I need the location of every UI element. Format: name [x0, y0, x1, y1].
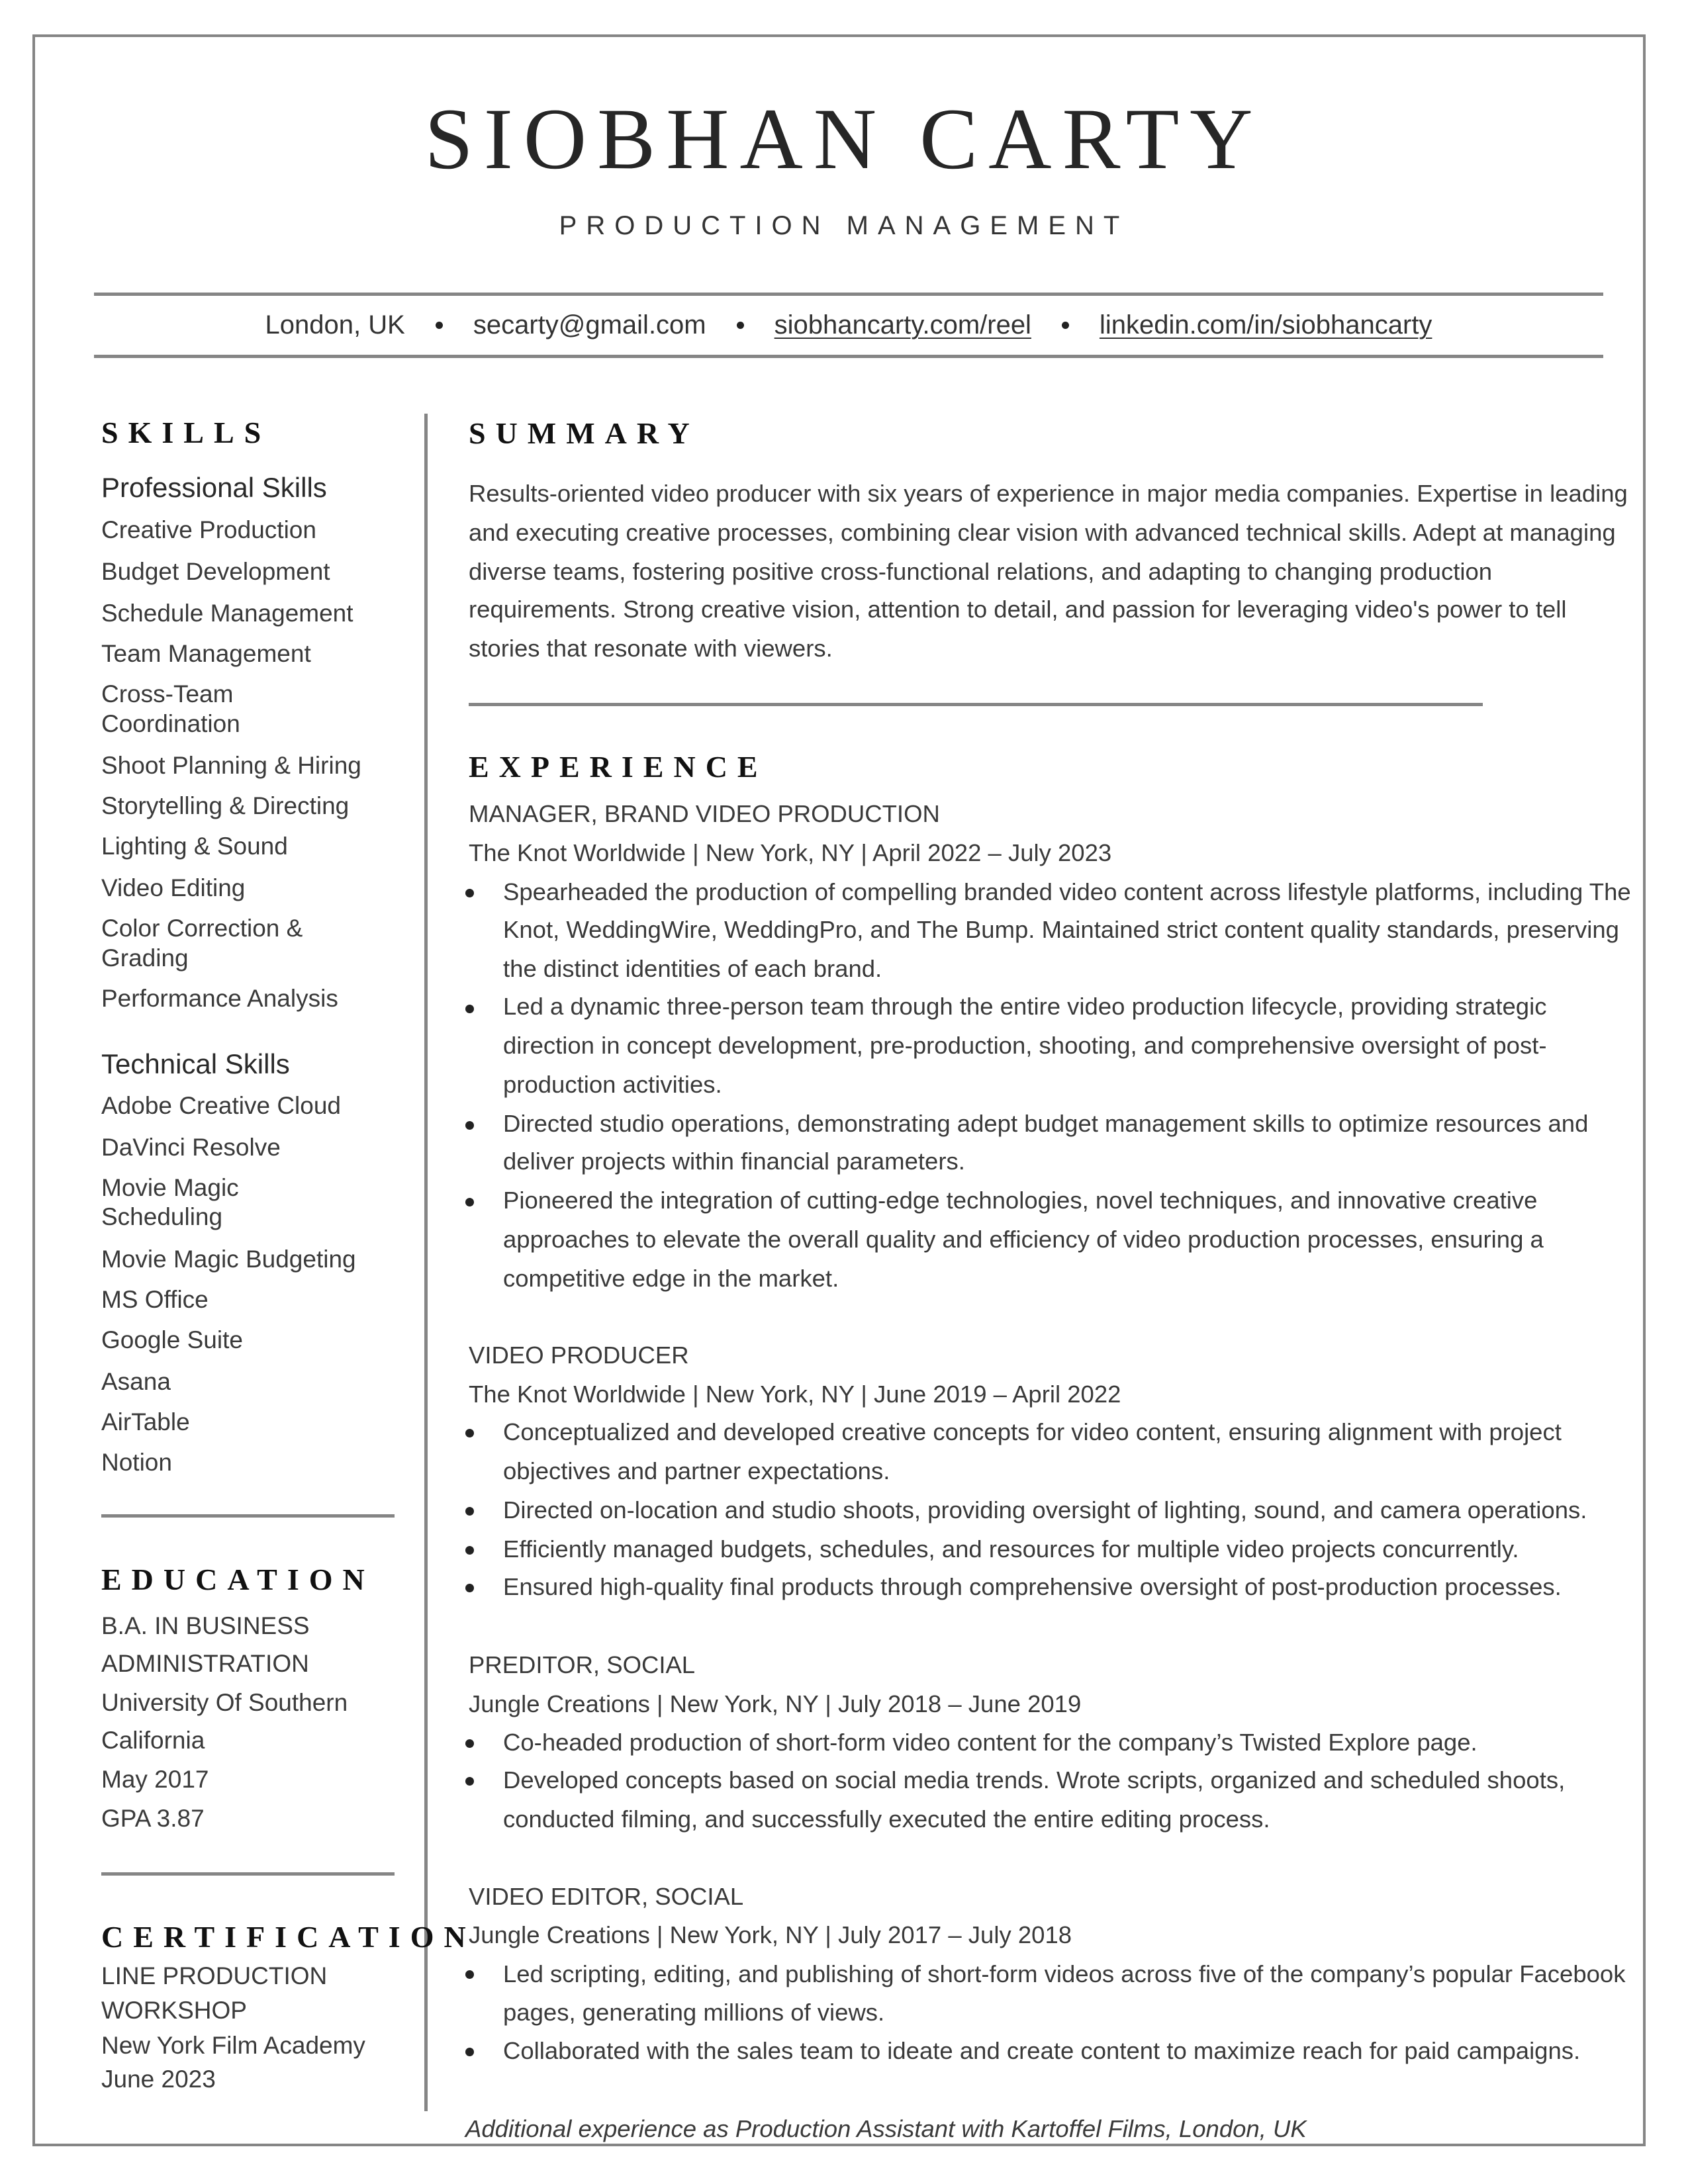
summary-line: requirements. Strong creative vision, attention to detail, and passion for leveraging video's power to tell: [469, 596, 1567, 623]
skills-heading: SKILLS: [101, 416, 271, 449]
skill-item: Team Management: [101, 640, 311, 667]
bullet-icon: [465, 1584, 474, 1592]
skill-item: Schedule Management: [101, 600, 353, 627]
job-meta: Jungle Creations | New York, NY | July 2017 – July 2018: [469, 1921, 1072, 1948]
skill-item: Video Editing: [101, 874, 246, 901]
certification-date: June 2023: [101, 2066, 216, 2093]
additional-experience-note: Additional experience as Production Assistant with Kartoffel Films, London, UK: [465, 2115, 1307, 2142]
job-bullet-line: Spearheaded the production of compelling branded video content across lifestyle platforms, including The: [503, 878, 1631, 905]
job-bullet-line: conducted filming, and successfully executed the entire editing process.: [503, 1805, 1270, 1833]
job-title: VIDEO PRODUCER: [469, 1342, 689, 1369]
skill-item: Movie Magic: [101, 1174, 239, 1201]
job-bullet-line: Efficiently managed budgets, schedules, and resources for multiple video projects concurrently.: [503, 1535, 1519, 1563]
job-title: MANAGER, BRAND VIDEO PRODUCTION: [469, 800, 940, 827]
contact-bar: [94, 306, 1603, 343]
job-bullet-line: approaches to elevate the overall quality and efficiency of video production processes, ensuring a: [503, 1226, 1544, 1253]
job-bullet-line: deliver projects within financial parameters.: [503, 1148, 965, 1175]
bullet-icon: [465, 1198, 474, 1206]
skill-item-continued: Coordination: [101, 710, 240, 737]
education-school: University Of Southern: [101, 1689, 348, 1716]
bullet-icon: [465, 2048, 474, 2056]
column-divider: [424, 414, 428, 2111]
skill-item: Color Correction &: [101, 915, 303, 942]
bullet-icon: [465, 1777, 474, 1786]
job-bullet-line: Directed on-location and studio shoots, providing oversight of lighting, sound, and camera operations.: [503, 1496, 1587, 1524]
contact-linkedin-link[interactable]: linkedin.com/in/siobhancarty: [1099, 310, 1432, 340]
candidate-title: PRODUCTION MANAGEMENT: [559, 211, 1129, 240]
contact-bottom-rule: [94, 355, 1603, 358]
job-bullet-line: Collaborated with the sales team to ideate and create content to maximize reach for paid campaigns.: [503, 2037, 1581, 2064]
contact-email[interactable]: secarty@gmail.com: [473, 310, 706, 340]
bullet-separator-icon: [1062, 322, 1069, 329]
education-gpa: GPA 3.87: [101, 1805, 205, 1832]
bullet-icon: [465, 1970, 474, 1979]
skill-item: MS Office: [101, 1286, 209, 1313]
certification-name: LINE PRODUCTION: [101, 1962, 328, 1989]
skill-item: Lighting & Sound: [101, 833, 288, 860]
job-bullet-line: Co-headed production of short-form video content for the company’s Twisted Explore page.: [503, 1729, 1477, 1756]
skill-item: Notion: [101, 1449, 172, 1476]
job-meta: The Knot Worldwide | New York, NY | June 2019 – April 2022: [469, 1381, 1121, 1408]
job-bullet-line: objectives and partner expectations.: [503, 1457, 890, 1484]
job-bullet-line: Pioneered the integration of cutting-edge technologies, novel techniques, and innovative creative: [503, 1187, 1538, 1214]
contact-top-rule: [94, 293, 1603, 296]
skill-item: AirTable: [101, 1408, 190, 1435]
bullet-icon: [465, 1546, 474, 1555]
skill-item: Asana: [101, 1368, 171, 1395]
certification-heading: CERTIFICATION: [101, 1920, 476, 1954]
contact-location: London, UK: [265, 310, 405, 340]
skill-item: Google Suite: [101, 1326, 243, 1353]
education-certification-divider: [101, 1872, 395, 1876]
technical-skills-heading: Technical Skills: [101, 1048, 290, 1079]
summary-line: stories that resonate with viewers.: [469, 635, 833, 662]
summary-line: Results-oriented video producer with six years of experience in major media companies. Expertise in leading: [469, 480, 1628, 507]
job-bullet-line: Led a dynamic three-person team through the entire video production lifecycle, providing strategic: [503, 993, 1547, 1020]
job-bullet-line: Led scripting, editing, and publishing of short-form videos across five of the company’s popular Facebook: [503, 1960, 1626, 1987]
bullet-separator-icon: [436, 322, 443, 329]
job-bullet-line: Ensured high-quality final products through comprehensive oversight of post-production processes.: [503, 1573, 1562, 1600]
contact-website-link[interactable]: siobhancarty.com/reel: [774, 310, 1031, 340]
bullet-icon: [465, 1507, 474, 1516]
job-bullet-line: direction in concept development, pre-production, shooting, and comprehensive oversight of post-: [503, 1032, 1547, 1059]
bullet-icon: [465, 889, 474, 897]
education-degree: B.A. IN BUSINESS: [101, 1612, 310, 1639]
professional-skills-heading: Professional Skills: [101, 472, 327, 503]
job-bullet-line: Directed studio operations, demonstrating adept budget management skills to optimize resources and: [503, 1110, 1589, 1137]
skill-item: Cross-Team: [101, 680, 234, 707]
summary-line: and executing creative processes, combining clear vision with advanced technical skills. Adept at managing: [469, 519, 1616, 546]
job-title: PREDITOR, SOCIAL: [469, 1651, 696, 1678]
summary-divider: [469, 703, 1483, 706]
skill-item: Creative Production: [101, 516, 316, 543]
job-meta: Jungle Creations | New York, NY | July 2018 – June 2019: [469, 1690, 1082, 1717]
bullet-icon: [465, 1429, 474, 1437]
summary-line: diverse teams, fostering positive cross-functional relations, and adapting to changing production: [469, 558, 1493, 585]
job-bullet-line: the distinct identities of each brand.: [503, 955, 882, 982]
education-degree-continued: ADMINISTRATION: [101, 1650, 309, 1677]
skills-education-divider: [101, 1514, 395, 1518]
certification-institution: New York Film Academy: [101, 2032, 365, 2059]
bullet-icon: [465, 1739, 474, 1748]
skill-item: Movie Magic Budgeting: [101, 1246, 356, 1273]
skill-item: Performance Analysis: [101, 985, 338, 1012]
experience-heading: EXPERIENCE: [469, 750, 768, 784]
job-meta: The Knot Worldwide | New York, NY | April 2022 – July 2023: [469, 839, 1112, 866]
job-bullet-line: Knot, WeddingWire, WeddingPro, and The Bump. Maintained strict content quality standards, preserving: [503, 916, 1619, 943]
job-title: VIDEO EDITOR, SOCIAL: [469, 1883, 744, 1910]
candidate-name: SIOBHAN CARTY: [424, 90, 1264, 187]
summary-heading: SUMMARY: [469, 416, 700, 450]
bullet-icon: [465, 1121, 474, 1130]
skill-item: Shoot Planning & Hiring: [101, 752, 361, 779]
education-school-continued: California: [101, 1727, 205, 1754]
job-bullet-line: Developed concepts based on social media trends. Wrote scripts, organized and scheduled shoots,: [503, 1766, 1566, 1794]
skill-item: Adobe Creative Cloud: [101, 1092, 341, 1119]
job-bullet-line: production activities.: [503, 1071, 722, 1098]
skill-item: Storytelling & Directing: [101, 792, 350, 819]
skill-item: DaVinci Resolve: [101, 1134, 281, 1161]
skill-item-continued: Scheduling: [101, 1203, 223, 1230]
job-bullet-line: pages, generating millions of views.: [503, 1999, 885, 2026]
education-date: May 2017: [101, 1766, 209, 1793]
education-heading: EDUCATION: [101, 1563, 375, 1596]
job-bullet-line: competitive edge in the market.: [503, 1265, 839, 1292]
skill-item: Budget Development: [101, 558, 330, 585]
certification-name-continued: WORKSHOP: [101, 1997, 247, 2024]
job-bullet-line: Conceptualized and developed creative concepts for video content, ensuring alignment with project: [503, 1418, 1562, 1445]
bullet-icon: [465, 1005, 474, 1013]
skill-item-continued: Grading: [101, 944, 189, 972]
bullet-separator-icon: [737, 322, 744, 329]
